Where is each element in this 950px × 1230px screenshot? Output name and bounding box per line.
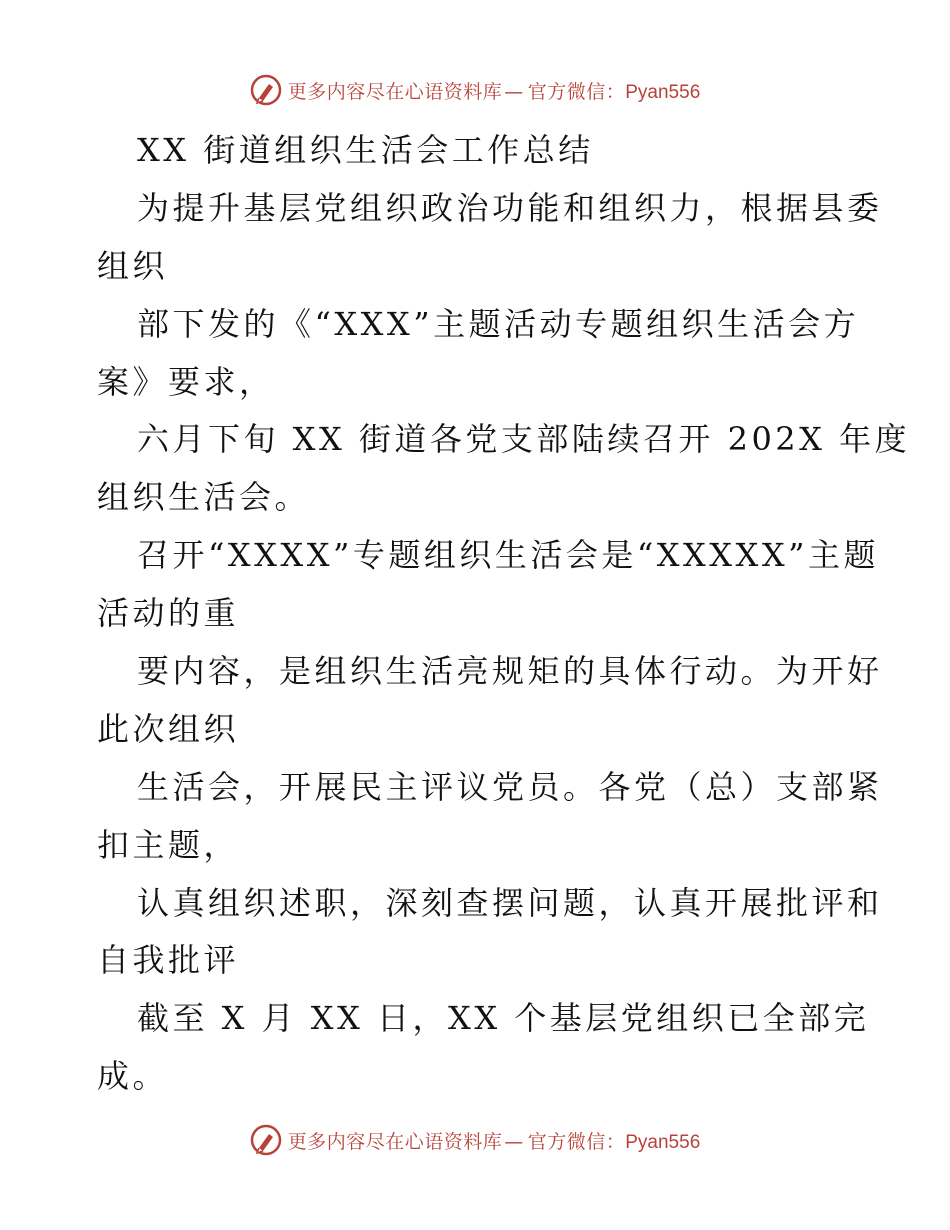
watermark-main-text: 更多内容尽在心语资料库 [287, 80, 503, 103]
watermark-text [288, 77, 701, 104]
watermark-main-text: 更多内容尽在心语资料库 [287, 1130, 503, 1153]
document-line: 截至 X 月 XX 日，XX 个基层党组织已全部完 [137, 999, 870, 1038]
header-watermark [0, 70, 950, 110]
document-line: 成。 [97, 1057, 169, 1096]
document-body [97, 122, 911, 1106]
watermark-contact-handle: Pyan556 [625, 81, 701, 103]
document-line: 生活会，开展民主评议党员。各党（总）支部紧 [137, 767, 883, 806]
watermark-separator: — [504, 80, 524, 103]
document-line: 部下发的《“XXX”主题活动专题组织生活会方 [137, 304, 860, 343]
document-line: 活动的重 [97, 594, 240, 633]
document-line: 认真组织述职，深刻查摆问题，认真开展批评和 [137, 883, 883, 922]
document-line: 组织 [97, 246, 169, 285]
document-line: 要内容，是组织生活亮规矩的具体行动。为开好 [137, 652, 883, 691]
document-line: 召开“XXXX”专题组织生活会是“XXXXX”主题 [137, 536, 879, 575]
document-line: XX 街道组织生活会工作总结 [137, 131, 594, 169]
watermark-separator: — [504, 1130, 524, 1153]
footer-watermark [0, 1120, 950, 1160]
pen-logo-icon [250, 1124, 282, 1156]
document-line: 六月下旬 XX 街道各党支部陆续召开 202X 年度 [137, 420, 911, 459]
document-line: 自我批评 [97, 941, 240, 980]
watermark-contact-handle: Pyan556 [625, 1131, 701, 1153]
watermark-contact-label: 官方微信： [527, 80, 626, 103]
document-line: 扣主题， [97, 825, 240, 864]
document-line: 案》要求， [97, 362, 275, 401]
document-line: 此次组织 [97, 709, 240, 748]
watermark-contact-label: 官方微信： [527, 1130, 626, 1153]
document-line: 为提升基层党组织政治功能和组织力，根据县委 [137, 188, 883, 227]
document-line: 组织生活会。 [97, 478, 311, 517]
pen-logo-icon [250, 74, 282, 106]
watermark-text [288, 1127, 701, 1154]
